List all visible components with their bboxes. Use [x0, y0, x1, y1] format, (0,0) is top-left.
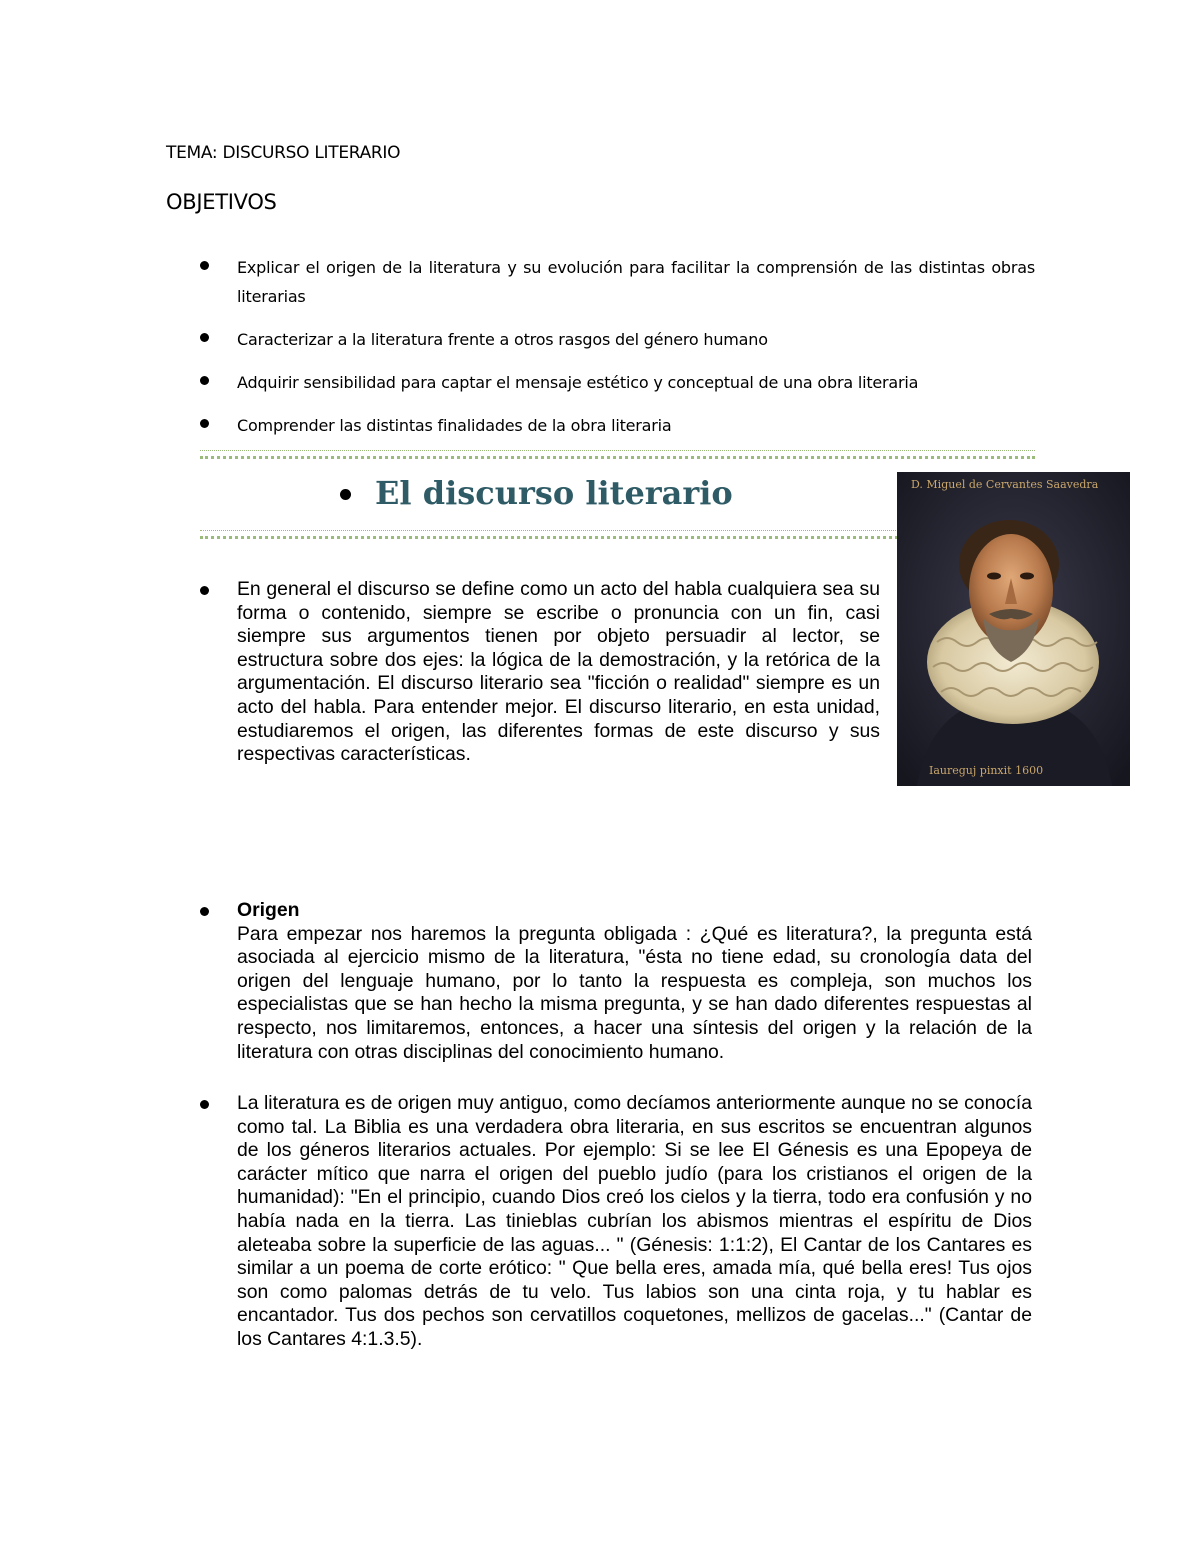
antiquity-paragraph-list — [200, 1092, 1032, 1352]
discourse-paragraph-list — [200, 578, 880, 767]
objective-text: Explicar el origen de la literatura y su evolución para facilitar la comprensión de las distintas obras literarias — [237, 258, 1035, 306]
divider-top — [200, 450, 1035, 459]
objectives-heading: OBJETIVOS — [166, 190, 277, 214]
objective-text: Adquirir sensibilidad para captar el mensaje estético y conceptual de una obra literaria — [237, 373, 919, 392]
paragraph-item — [200, 578, 880, 767]
bullet-icon — [200, 419, 209, 428]
cervantes-portrait — [897, 472, 1130, 786]
objective-text: Comprender las distintas finalidades de la obra literaria — [237, 416, 672, 435]
bullet-icon — [340, 489, 351, 500]
objective-item — [200, 368, 1035, 397]
bullet-icon — [200, 907, 209, 916]
bullet-icon — [200, 1100, 209, 1109]
origin-section-list — [200, 899, 1032, 1064]
section-heading-row — [340, 474, 733, 512]
paragraph-item — [200, 1092, 1032, 1352]
paragraph-text: La literatura es de origen muy antiguo, como decíamos anteriormente aunque no se conocía como tal. La Biblia es una verdadera obra literaria, en sus escritos se encuentran algunos de los géneros literarios actuales. Por ejemplo: Si se lee El Génesis es una Epopeya de carácter mítico que narra el origen del pueblo judío (para los cristianos el origen de la humanidad): "En el principio, cuando Dios creó los cielos y la tierra, todo era confusión y no había nada en la tierra. Las tinieblas cubrían los abismos mientras el espíritu de Dios aleteaba sobre la superficie de las aguas... " (Génesis: 1:1:2), El Cantar de los Cantares es similar a un poema de corte erótico: " Que bella eres, amada mía, qué bella eres! Tus ojos son como palomas detrás de tu velo. Tus labios son una cinta roja, y tu hablar es encantador. Tus dos pechos son cervatillos coquetones, mellizos de gacelas..." (Cantar de los Cantares 4:1.3.5). — [237, 1092, 1032, 1350]
objective-item — [200, 325, 1035, 354]
bullet-icon — [200, 333, 209, 342]
origin-title: Origen — [237, 899, 300, 921]
objective-text: Caracterizar a la literatura frente a otros rasgos del género humano — [237, 330, 768, 349]
portrait-caption-bottom: Iaureguj pinxit 1600 — [929, 764, 1044, 777]
objectives-list — [200, 253, 1035, 454]
paragraph-item — [200, 899, 1032, 1064]
portrait-caption-top: D. Miguel de Cervantes Saavedra — [911, 478, 1099, 491]
topic-title: TEMA: DISCURSO LITERARIO — [166, 143, 401, 163]
paragraph-text: En general el discurso se define como un acto del habla cualquiera sea su forma o contenido, siempre se escribe o pronuncia con un fin, casi siempre sus argumentos tienen por objeto persuadir al lector, se estructura sobre dos ejes: la lógica de la demostración, y la retórica de la argumentación. El discurso literario sea "ficción o realidad" siempre es un acto del habla. Para entender mejor. El discurso literario, en esta unidad, estudiaremos el origen, las diferentes formas de este discurso y sus respectivas características. — [237, 578, 880, 766]
objective-item — [200, 253, 1035, 311]
bullet-icon — [200, 586, 209, 595]
paragraph-text: Para empezar nos haremos la pregunta obligada : ¿Qué es literatura?, la pregunta está asociada al ejercicio mismo de la literatura, "ésta no tiene edad, su cronología data del origen del lenguaje humano, por lo tanto la respuesta es compleja, son muchos los especialistas que se han hecho la misma pregunta, y se han dado diferentes respuestas al respecto, nos limitaremos, entonces, a hacer una síntesis del origen y la relación de la literatura con otras disciplinas del conocimiento humano. — [237, 922, 1032, 1063]
divider-bottom — [200, 530, 898, 539]
section-heading: El discurso literario — [375, 474, 733, 512]
bullet-icon — [200, 376, 209, 385]
bullet-icon — [200, 261, 209, 270]
objective-item — [200, 411, 1035, 440]
